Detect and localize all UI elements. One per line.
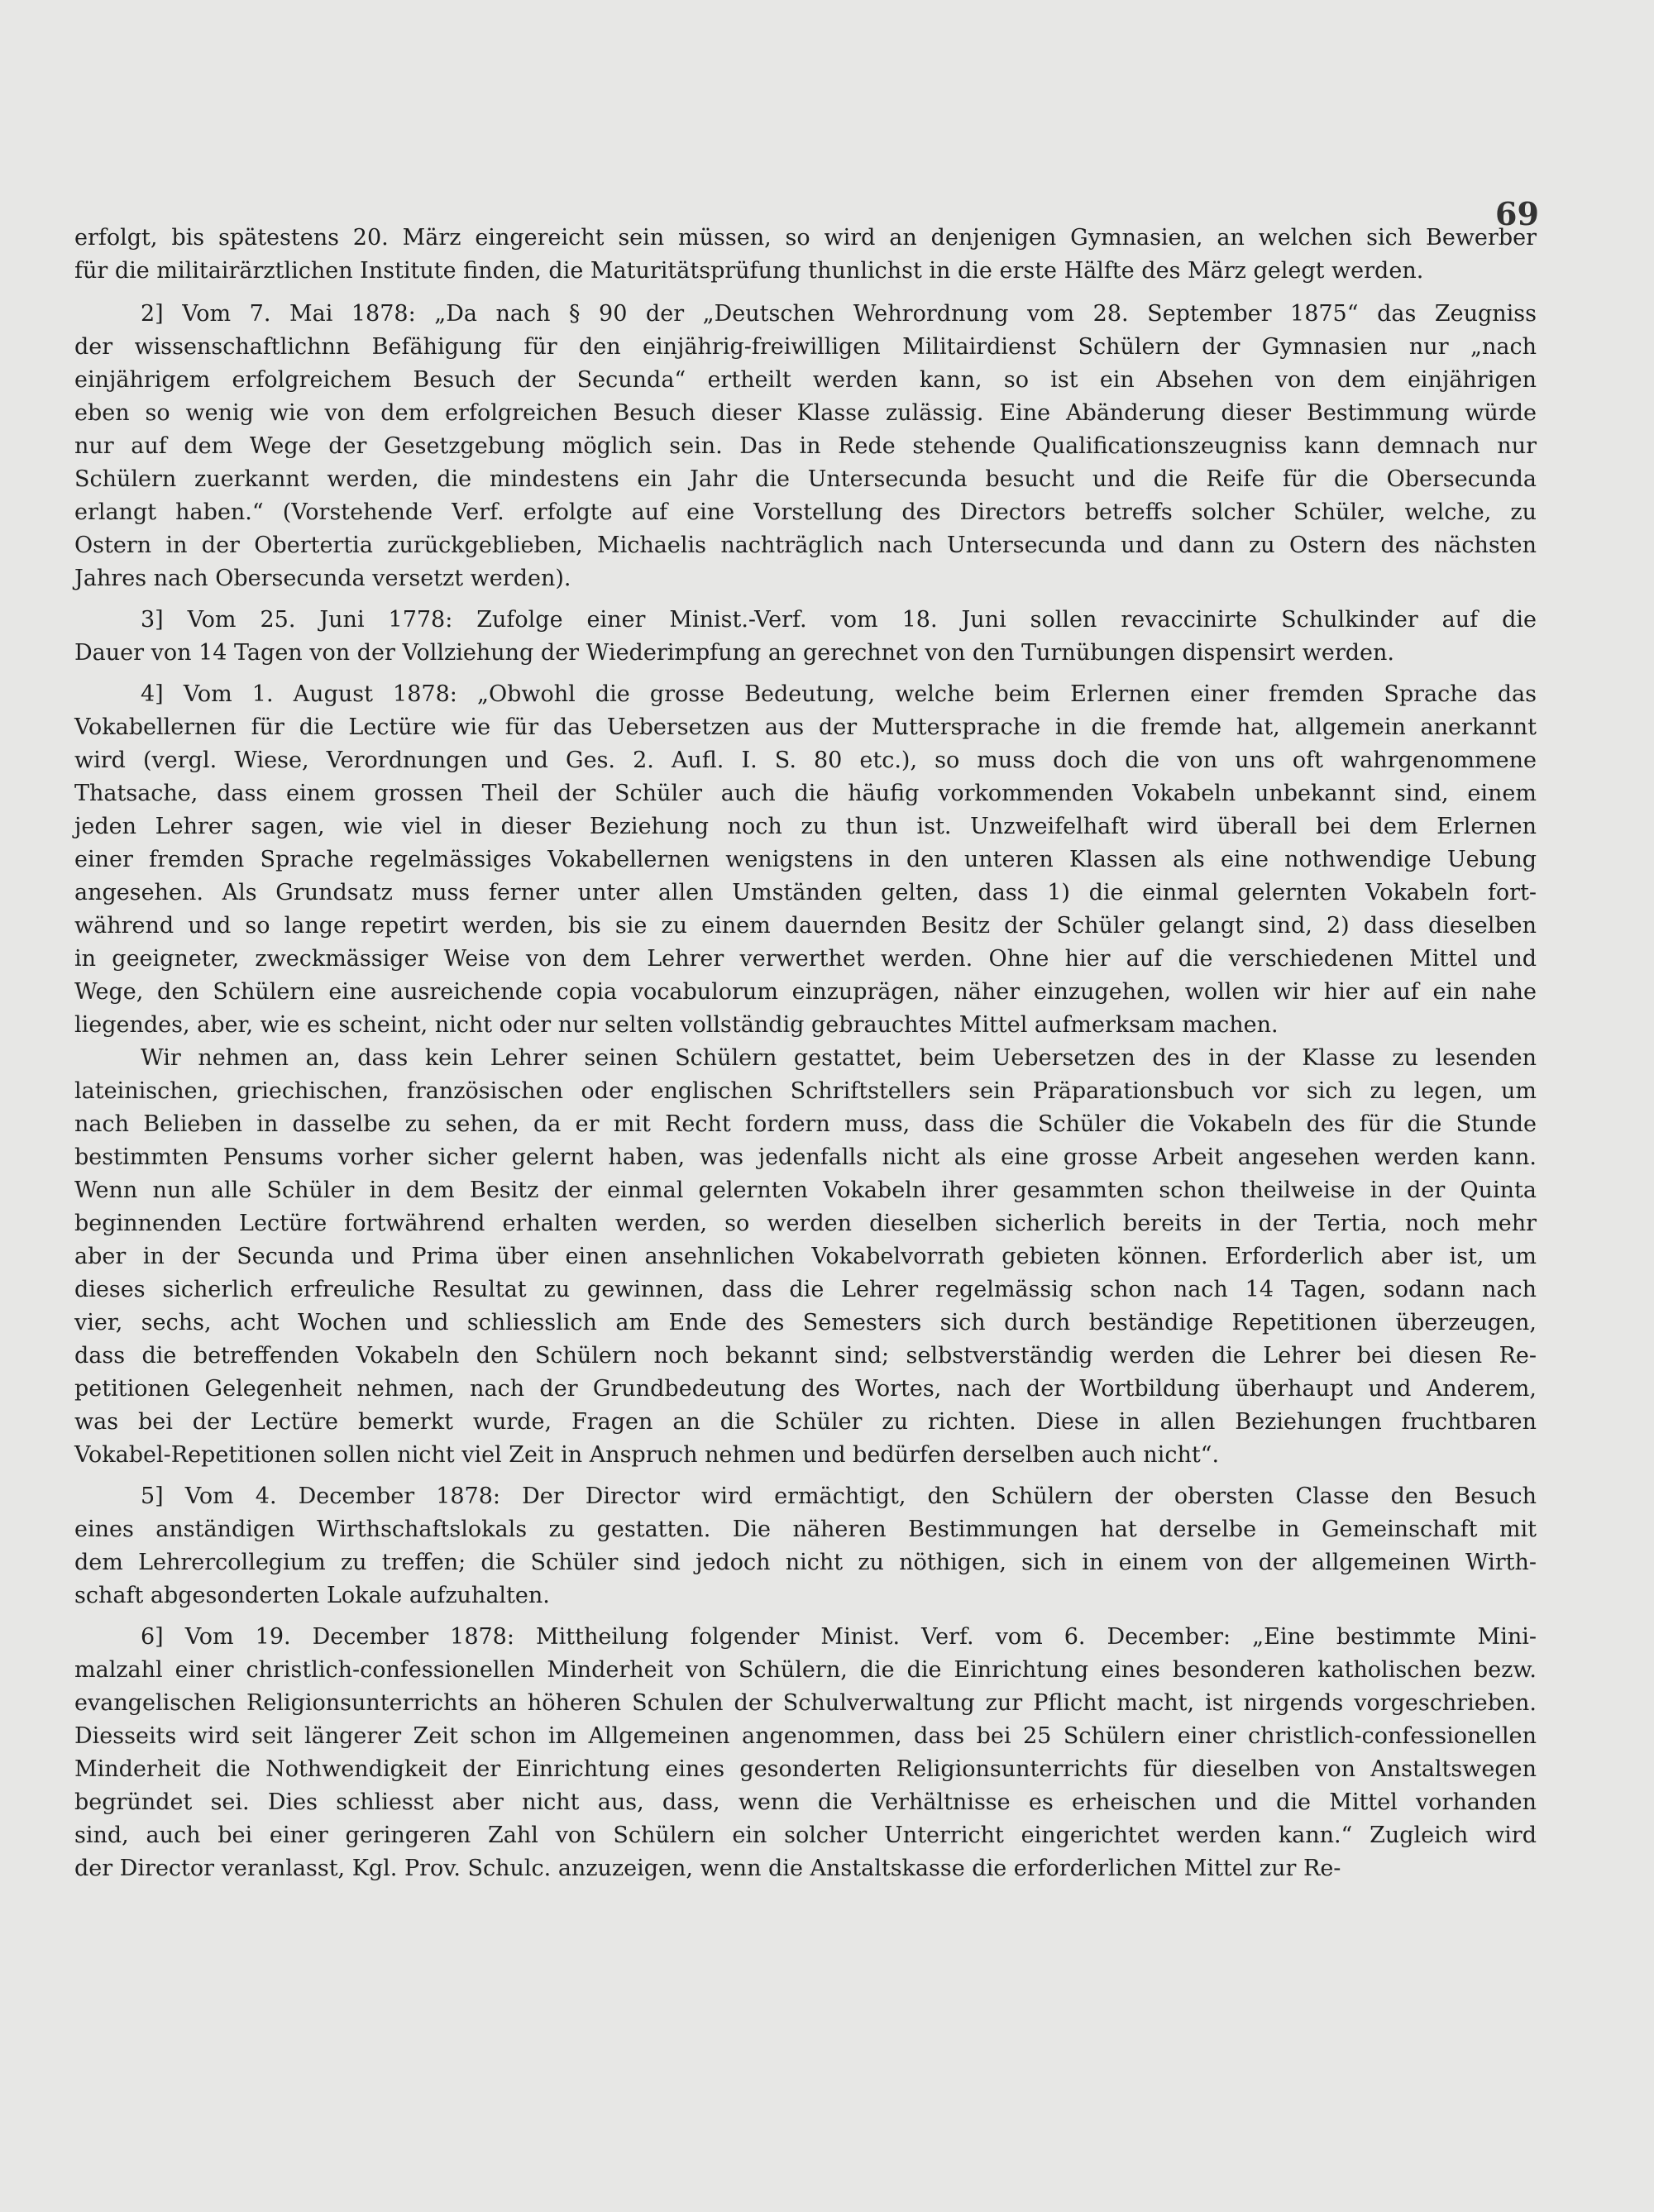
- text-line: Diesseits wird seit längerer Zeit schon im Allgemeinen angenommen, dass bei 25 Schülern einer christlich-confessionellen: [74, 1723, 1537, 1749]
- text-line: 3] Vom 25. Juni 1778: Zufolge einer Minist.-Verf. vom 18. Juni sollen revaccinirte Schulkinder auf die: [141, 607, 1537, 633]
- text-line: für die militairärztlichen Institute finden, die Maturitätsprüfung thunlichst in die erste Hälfte des März gelegt werden.: [74, 258, 1424, 284]
- paragraph-p5: [74, 1042, 1537, 1472]
- text-line: Vokabel-Repetitionen sollen nicht viel Zeit in Anspruch nehmen und bedürfen derselben auch nicht“.: [74, 1442, 1220, 1468]
- paragraph-p7: [74, 1621, 1537, 1885]
- text-line: einer fremden Sprache regelmässiges Vokabellernen wenigstens in den unteren Klassen als eine nothwendige Uebung: [74, 847, 1537, 872]
- text-line: begründet sei. Dies schliesst aber nicht aus, dass, wenn die Verhältnisse es erheischen und die Mittel vorhanden: [74, 1789, 1537, 1815]
- text-line: Wenn nun alle Schüler in dem Besitz der einmal gelernten Vokabeln ihrer gesammten schon theilweise in der Quinta: [74, 1178, 1537, 1203]
- text-line: bestimmten Pensums vorher sicher gelernt haben, was jedenfalls nicht als eine grosse Arbeit angesehen werden kann.: [74, 1144, 1537, 1170]
- text-line: malzahl einer christlich-confessionellen Minderheit von Schülern, die die Einrichtung eines besonderen katholischen bezw.: [74, 1657, 1537, 1683]
- text-line: sind, auch bei einer geringeren Zahl von Schülern ein solcher Unterricht eingerichtet werden kann.“ Zugleich wird: [74, 1823, 1537, 1848]
- text-line: dass die betreffenden Vokabeln den Schülern noch bekannt sind; selbstverständig werden die Lehrer bei diesen Re-: [74, 1343, 1537, 1369]
- body-text: [74, 222, 1537, 1885]
- text-line: 2] Vom 7. Mai 1878: „Da nach § 90 der „Deutschen Wehrordnung vom 28. September 1875“ das Zeugniss: [141, 301, 1537, 327]
- text-line: jeden Lehrer sagen, wie viel in dieser Beziehung noch zu thun ist. Unzweifelhaft wird überall bei dem Erlernen: [74, 814, 1537, 839]
- text-line: erlangt haben.“ (Vorstehende Verf. erfolgte auf eine Vorstellung des Directors betreffs solcher Schüler, welche, zu: [74, 499, 1537, 525]
- text-line: vier, sechs, acht Wochen und schliesslich am Ende des Semesters sich durch beständige Repetitionen überzeugen,: [74, 1310, 1537, 1335]
- text-line: Thatsache, dass einem grossen Theil der Schüler auch die häufig vorkommenden Vokabeln unbekannt sind, einem: [74, 781, 1537, 806]
- text-line: Jahres nach Obersecunda versetzt werden).: [74, 566, 571, 591]
- paragraph-p1: [74, 222, 1537, 288]
- text-line: beginnenden Lectüre fortwährend erhalten werden, so werden dieselben sicherlich bereits in der Tertia, noch mehr: [74, 1211, 1537, 1236]
- text-line: evangelischen Religionsunterrichts an höheren Schulen der Schulverwaltung zur Pflicht macht, ist nirgends vorgeschrieben.: [74, 1690, 1537, 1716]
- paragraph-p3: [74, 604, 1537, 670]
- text-line: 4] Vom 1. August 1878: „Obwohl die grosse Bedeutung, welche beim Erlernen einer fremden Sprache das: [141, 681, 1537, 707]
- text-line: nur auf dem Wege der Gesetzgebung möglich sein. Das in Rede stehende Qualificationszeugniss kann demnach nur: [74, 433, 1537, 459]
- text-line: Wege, den Schülern eine ausreichende copia vocabulorum einzuprägen, näher einzugehen, wollen wir hier auf ein nahe: [74, 979, 1537, 1005]
- text-line: Minderheit die Nothwendigkeit der Einrichtung eines gesonderten Religionsunterrichts für dieselben von Anstaltswegen: [74, 1756, 1537, 1782]
- paragraph-p4: [74, 678, 1537, 1042]
- text-line: erfolgt, bis spätestens 20. März eingereicht sein müssen, so wird an denjenigen Gymnasien, an welchen sich Bewerber: [74, 225, 1537, 251]
- text-line: einjährigem erfolgreichem Besuch der Secunda“ ertheilt werden kann, so ist ein Absehen von dem einjährigen: [74, 367, 1537, 393]
- text-line: liegendes, aber, wie es scheint, nicht oder nur selten vollständig gebrauchtes Mittel aufmerksam machen.: [74, 1012, 1279, 1038]
- text-line: der Director veranlasst, Kgl. Prov. Schulc. anzuzeigen, wenn die Anstaltskasse die erforderlichen Mittel zur Re-: [74, 1856, 1341, 1881]
- text-line: schaft abgesonderten Lokale aufzuhalten.: [74, 1583, 550, 1608]
- text-line: Schülern zuerkannt werden, die mindestens ein Jahr die Untersecunda besucht und die Reife für die Obersecunda: [74, 466, 1537, 492]
- text-line: Wir nehmen an, dass kein Lehrer seinen Schülern gestattet, beim Uebersetzen des in der Klasse zu lesenden: [141, 1045, 1537, 1071]
- text-line: wird (vergl. Wiese, Verordnungen und Ges. 2. Aufl. I. S. 80 etc.), so muss doch die von uns oft wahrgenommene: [74, 748, 1537, 773]
- text-line: Ostern in der Obertertia zurückgeblieben, Michaelis nachträglich nach Untersecunda und dann zu Ostern des nächsten: [74, 533, 1537, 558]
- page-number: 69: [1495, 195, 1539, 232]
- text-line: dem Lehrercollegium zu treffen; die Schüler sind jedoch nicht zu nöthigen, sich in einem von der allgemeinen Wirth-: [74, 1550, 1537, 1575]
- text-line: Vokabellernen für die Lectüre wie für das Uebersetzen aus der Muttersprache in die fremde hat, allgemein anerkannt: [74, 714, 1537, 740]
- text-line: aber in der Secunda und Prima über einen ansehnlichen Vokabelvorrath gebieten können. Erforderlich aber ist, um: [74, 1244, 1537, 1269]
- text-line: während und so lange repetirt werden, bis sie zu einem dauernden Besitz der Schüler gelangt sind, 2) dass dieselben: [74, 913, 1537, 939]
- text-line: lateinischen, griechischen, französischen oder englischen Schriftstellers sein Präparationsbuch vor sich zu legen, um: [74, 1078, 1537, 1104]
- text-line: eines anständigen Wirthschaftslokals zu gestatten. Die näheren Bestimmungen hat derselbe in Gemeinschaft mit: [74, 1517, 1537, 1542]
- paragraph-p2: [74, 298, 1537, 595]
- text-line: petitionen Gelegenheit nehmen, nach der Grundbedeutung des Wortes, nach der Wortbildung überhaupt und Anderem,: [74, 1376, 1537, 1402]
- paragraph-p6: [74, 1480, 1537, 1612]
- text-line: in geeigneter, zweckmässiger Weise von dem Lehrer verwerthet werden. Ohne hier auf die verschiedenen Mittel und: [74, 946, 1537, 972]
- text-line: der wissenschaftlichnn Befähigung für den einjährig-freiwilligen Militairdienst Schülern der Gymnasien nur „nach: [74, 334, 1537, 360]
- text-line: 6] Vom 19. December 1878: Mittheilung folgender Minist. Verf. vom 6. December: „Eine bestimmte Mini-: [141, 1624, 1537, 1650]
- text-line: nach Belieben in dasselbe zu sehen, da er mit Recht fordern muss, dass die Schüler die Vokabeln des für die Stunde: [74, 1111, 1537, 1137]
- text-line: eben so wenig wie von dem erfolgreichen Besuch dieser Klasse zulässig. Eine Abänderung dieser Bestimmung würde: [74, 400, 1537, 426]
- text-line: was bei der Lectüre bemerkt wurde, Fragen an die Schüler zu richten. Diese in allen Beziehungen fruchtbaren: [74, 1409, 1537, 1435]
- text-line: angesehen. Als Grundsatz muss ferner unter allen Umständen gelten, dass 1) die einmal gelernten Vokabeln fort-: [74, 880, 1537, 905]
- text-line: dieses sicherlich erfreuliche Resultat zu gewinnen, dass die Lehrer regelmässig schon nach 14 Tagen, sodann nach: [74, 1277, 1537, 1302]
- text-line: 5] Vom 4. December 1878: Der Director wird ermächtigt, den Schülern der obersten Classe den Besuch: [141, 1483, 1537, 1509]
- text-line: Dauer von 14 Tagen von der Vollziehung der Wiederimpfung an gerechnet von den Turnübungen dispensirt werden.: [74, 640, 1394, 666]
